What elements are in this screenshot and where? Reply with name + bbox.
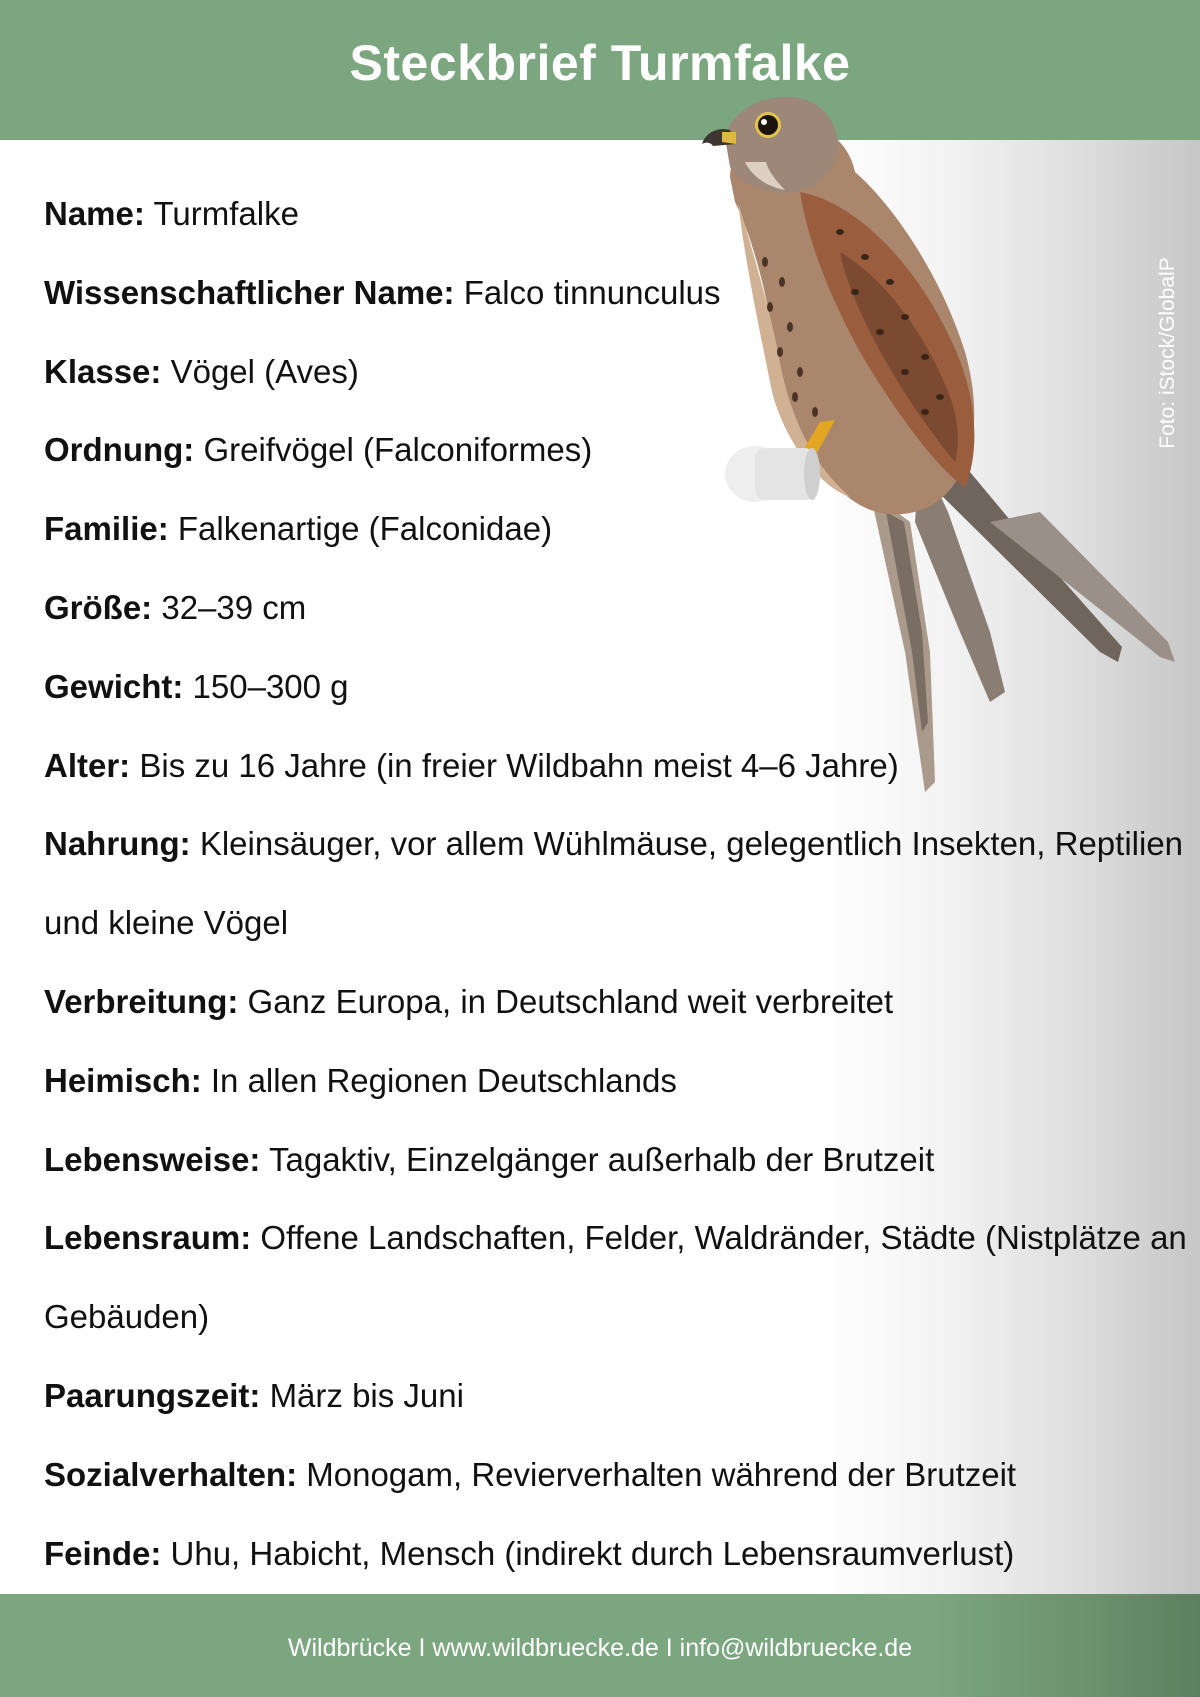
fact-label: Klasse:: [44, 352, 162, 390]
fact-label: Paarungszeit:: [44, 1376, 261, 1414]
fact-value: 32–39 cm: [161, 588, 307, 626]
fact-habitat: [44, 1199, 1200, 1357]
fact-label: Gewicht:: [44, 667, 184, 705]
fact-label: Sozialverhalten:: [44, 1455, 298, 1493]
fact-value: 150–300 g: [192, 667, 349, 705]
fact-value: In allen Regionen Deutschlands: [210, 1061, 677, 1099]
fact-label: Nahrung:: [44, 825, 191, 863]
fact-label: Heimisch:: [44, 1061, 202, 1099]
fact-label: Familie:: [44, 510, 169, 548]
fact-size: [44, 569, 1200, 648]
fact-label: Wissenschaftlicher Name:: [44, 273, 455, 311]
fact-value: März bis Juni: [269, 1376, 464, 1414]
fact-label: Lebensweise:: [44, 1140, 261, 1178]
fact-value: Falco tinnunculus: [463, 273, 721, 311]
fact-food: [44, 805, 1200, 963]
fact-value: Turmfalke: [153, 195, 299, 232]
fact-social-behavior: [44, 1436, 1200, 1515]
fact-order: [44, 411, 1200, 490]
fact-list: [44, 175, 1200, 1593]
fact-value: Offene Landschaften, Felder, Waldränder, Städte (Nistplätze an Gebäuden): [44, 1219, 1187, 1336]
fact-value: Vögel (Aves): [170, 352, 359, 390]
fact-value: Tagaktiv, Einzelgänger außerhalb der Brutzeit: [269, 1140, 935, 1178]
fact-value: Monogam, Revierverhalten während der Brutzeit: [306, 1455, 1017, 1493]
fact-distribution: [44, 963, 1200, 1042]
fact-mating-season: [44, 1357, 1200, 1436]
fact-family: [44, 490, 1200, 569]
fact-enemies: [44, 1515, 1200, 1594]
fact-value: Ganz Europa, in Deutschland weit verbreitet: [247, 982, 894, 1020]
fact-native: [44, 1042, 1200, 1121]
footer-bar: [0, 1594, 1200, 1697]
fact-lifestyle: [44, 1121, 1200, 1200]
fact-scientific-name: [44, 254, 1200, 333]
fact-label: Alter:: [44, 746, 131, 784]
fact-weight: [44, 648, 1200, 727]
photo-credit: Foto: iStock/GlobalP: [1156, 257, 1179, 449]
fact-class: [44, 333, 1200, 412]
fact-value: Bis zu 16 Jahre (in freier Wildbahn meist 4–6 Jahre): [139, 746, 899, 784]
page-title: Steckbrief Turmfalke: [349, 35, 851, 91]
fact-label: Feinde:: [44, 1534, 162, 1572]
fact-value: Uhu, Habicht, Mensch (indirekt durch Lebensraumverlust): [170, 1534, 1015, 1572]
fact-value: Kleinsäuger, vor allem Wühlmäuse, gelegentlich Insekten, Reptilien und kleine Vögel: [44, 825, 1184, 942]
fact-label: Name:: [44, 195, 145, 232]
fact-name: [44, 175, 1200, 254]
fact-label: Verbreitung:: [44, 982, 239, 1020]
footer-contact-text: Wildbrücke I www.wildbruecke.de I info@wildbruecke.de: [287, 1634, 913, 1662]
fact-label: Größe:: [44, 588, 153, 626]
fact-age: [44, 727, 1200, 806]
fact-label: Lebensraum:: [44, 1219, 252, 1257]
fact-value: Falkenartige (Falconidae): [177, 510, 553, 548]
fact-label: Ordnung:: [44, 431, 195, 469]
fact-value: Greifvögel (Falconiformes): [203, 431, 593, 469]
